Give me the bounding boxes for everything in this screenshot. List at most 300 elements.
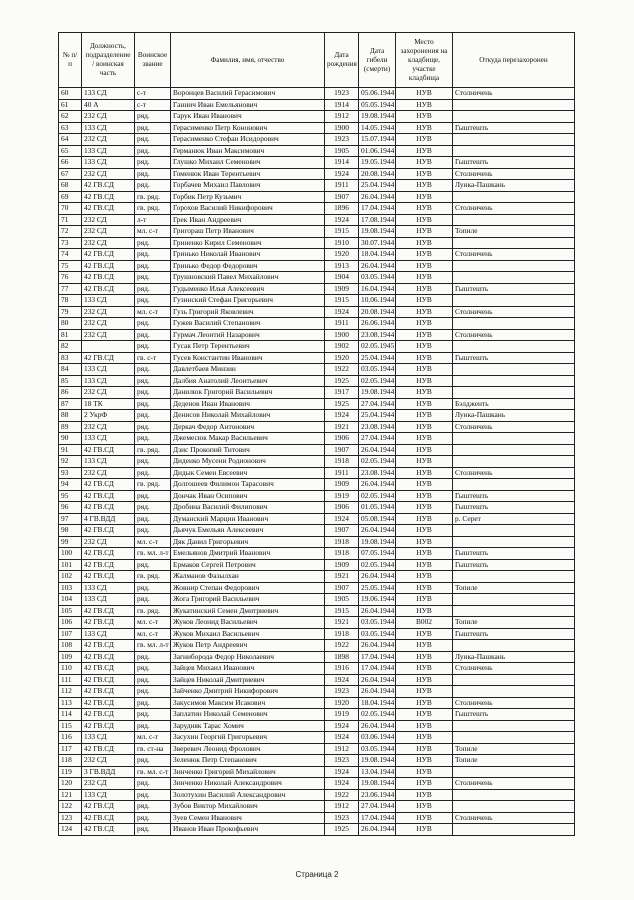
cell-rank: гв. мл. л-т [135,640,171,652]
table-row [59,766,575,778]
cell-unit: 42 ГВ.СД [82,651,135,663]
cell-birth-year: 1909 [325,283,359,295]
cell-reburied-from: Гыштешть [453,559,575,571]
cell-birth-year: 1922 [325,789,359,801]
cell-reburied-from: Столничень [453,203,575,215]
cell-reburied-from [453,640,575,652]
cell-number: 119 [59,766,82,778]
table-row [59,571,575,583]
cell-birth-year: 1923 [325,88,359,100]
cell-number: 101 [59,559,82,571]
cell-reburied-from: Столничень [453,467,575,479]
header-birth-date: Дата рождения [325,33,359,88]
cell-birth-year: 1913 [325,260,359,272]
cell-full-name: Герасименко Петр Кононович [171,122,325,134]
cell-number: 63 [59,122,82,134]
cell-death-date: 17.04.1944 [359,203,396,215]
cell-full-name: Зеленюк Петр Степанович [171,755,325,767]
cell-birth-year: 1905 [325,145,359,157]
cell-burial-place: НУВ [396,410,453,422]
table-row [59,628,575,640]
cell-birth-year: 1920 [325,249,359,261]
cell-burial-place: НУВ [396,789,453,801]
cell-birth-year: 1924 [325,674,359,686]
cell-number: 89 [59,421,82,433]
cell-full-name: Герасименко Стефан Исидорович [171,134,325,146]
cell-reburied-from: Топиле [453,582,575,594]
table-row [59,306,575,318]
cell-death-date: 26.04.1944 [359,674,396,686]
cell-rank: ряд. [135,697,171,709]
cell-death-date: 26.06.1944 [359,318,396,330]
table-row [59,387,575,399]
cell-death-date: 26.04.1944 [359,686,396,698]
cell-death-date: 19.05.1944 [359,157,396,169]
cell-reburied-from: Бэлдженть [453,398,575,410]
cell-rank: ряд. [135,145,171,157]
cell-birth-year: 1917 [325,387,359,399]
cell-death-date: 27.04.1944 [359,433,396,445]
table-row [59,801,575,813]
cell-reburied-from: р. Серет [453,513,575,525]
cell-rank: ряд. [135,410,171,422]
table-row [59,398,575,410]
cell-full-name: Гарук Иван Иванович [171,111,325,123]
cell-number: 116 [59,732,82,744]
cell-burial-place: НУВ [396,433,453,445]
cell-rank: ряд. [135,157,171,169]
cell-reburied-from [453,674,575,686]
cell-burial-place: НУВ [396,329,453,341]
cell-full-name: Заплатин Николай Семенович [171,709,325,721]
cell-death-date: 19.08.1944 [359,755,396,767]
cell-number: 86 [59,387,82,399]
cell-number: 62 [59,111,82,123]
cell-rank: ряд. [135,237,171,249]
table-row [59,789,575,801]
cell-rank: ряд. [135,134,171,146]
cell-birth-year: 1922 [325,364,359,376]
cell-number: 113 [59,697,82,709]
cell-burial-place: НУВ [396,398,453,410]
cell-reburied-from: Столничень [453,812,575,824]
cell-death-date: 25.05.1944 [359,582,396,594]
cell-death-date: 02.05.1945 [359,341,396,353]
cell-death-date: 26.04.1944 [359,720,396,732]
cell-reburied-from: Столничень [453,421,575,433]
cell-birth-year: 1900 [325,122,359,134]
cell-rank: л-т [135,214,171,226]
cell-number: 107 [59,628,82,640]
cell-burial-place: НУВ [396,663,453,675]
cell-full-name: Закусимов Максим Исакович [171,697,325,709]
cell-full-name: Деденов Иван Иванович [171,398,325,410]
cell-birth-year: 1924 [325,778,359,790]
cell-burial-place: НУВ [396,513,453,525]
cell-unit: 42 ГВ.СД [82,479,135,491]
cell-reburied-from: Столничень [453,778,575,790]
cell-full-name: Емельянов Дмитрий Иванович [171,548,325,560]
table-row [59,260,575,272]
cell-unit: 42 ГВ.СД [82,203,135,215]
cell-number: 73 [59,237,82,249]
table-row [59,364,575,376]
cell-rank: ряд. [135,513,171,525]
cell-rank: гв. ряд. [135,479,171,491]
cell-number: 92 [59,456,82,468]
cell-death-date: 19.08.1944 [359,778,396,790]
cell-unit: 3 ГВ.ВДД [82,766,135,778]
cell-unit: 42 ГВ.СД [82,605,135,617]
cell-rank: мл. с-т [135,536,171,548]
cell-number: 102 [59,571,82,583]
cell-birth-year: 1904 [325,272,359,284]
cell-death-date: 02.05.1944 [359,456,396,468]
cell-full-name: Гринько Николай Иванович [171,249,325,261]
cell-number: 79 [59,306,82,318]
cell-burial-place: НУВ [396,743,453,755]
cell-birth-year: 1924 [325,720,359,732]
table-row [59,318,575,330]
cell-number: 85 [59,375,82,387]
cell-reburied-from [453,295,575,307]
cell-full-name: Жуков Петр Андреевич [171,640,325,652]
cell-unit: 42 ГВ.СД [82,249,135,261]
cell-unit: 42 ГВ.СД [82,502,135,514]
cell-unit: 42 ГВ.СД [82,686,135,698]
cell-reburied-from [453,444,575,456]
cell-unit: 133 СД [82,364,135,376]
cell-full-name: Жуков Леонид Васильевич [171,617,325,629]
cell-reburied-from: Топиле [453,617,575,629]
cell-number: 83 [59,352,82,364]
cell-rank: гв. ряд. [135,203,171,215]
cell-unit: 232 СД [82,778,135,790]
header-number: № п/п [59,33,82,88]
cell-number: 123 [59,812,82,824]
cell-birth-year: 1918 [325,536,359,548]
cell-full-name: Давлетбаев Минзин [171,364,325,376]
cell-unit: 133 СД [82,157,135,169]
cell-rank: ряд. [135,249,171,261]
cell-birth-year: 1910 [325,237,359,249]
cell-reburied-from [453,686,575,698]
cell-burial-place: НУВ [396,732,453,744]
cell-burial-place: НУВ [396,134,453,146]
table-row [59,640,575,652]
cell-death-date: 18.04.1944 [359,249,396,261]
cell-rank: ряд. [135,490,171,502]
cell-burial-place: НУВ [396,525,453,537]
cell-full-name: Глушко Михаил Семенович [171,157,325,169]
cell-birth-year: 1922 [325,640,359,652]
cell-death-date: 05.05.1944 [359,99,396,111]
cell-unit: 42 ГВ.СД [82,260,135,272]
cell-unit: 42 ГВ.СД [82,720,135,732]
cell-full-name: Горохов Василий Никифорович [171,203,325,215]
cell-burial-place: НУВ [396,766,453,778]
table-row [59,421,575,433]
cell-number: 100 [59,548,82,560]
cell-burial-place: НУВ [396,605,453,617]
table-row [59,479,575,491]
cell-death-date: 17.08.1944 [359,214,396,226]
cell-rank: ряд. [135,582,171,594]
cell-unit: 232 СД [82,387,135,399]
cell-unit: 2 УкрФ [82,410,135,422]
cell-death-date: 26.04.1944 [359,479,396,491]
cell-birth-year: 1919 [325,709,359,721]
cell-reburied-from [453,341,575,353]
cell-burial-place: НУВ [396,214,453,226]
cell-rank: ряд. [135,812,171,824]
table-row [59,122,575,134]
cell-death-date: 18.04.1944 [359,697,396,709]
cell-rank: ряд. [135,467,171,479]
cell-unit: 40 А [82,99,135,111]
cell-reburied-from: Лунка-Пашкань [453,651,575,663]
cell-reburied-from [453,720,575,732]
cell-number: 60 [59,88,82,100]
cell-unit: 232 СД [82,306,135,318]
cell-rank: ряд. [135,709,171,721]
cell-full-name: Загниборода Федор Николаевич [171,651,325,663]
cell-full-name: Дьячук Емельян Алексеевич [171,525,325,537]
cell-full-name: Воронцев Василий Герасимович [171,88,325,100]
cell-birth-year: 1924 [325,214,359,226]
cell-rank: ряд. [135,720,171,732]
cell-burial-place: НУВ [396,295,453,307]
cell-unit: 133 СД [82,456,135,468]
cell-rank: мл. с-т [135,617,171,629]
cell-birth-year: 1923 [325,755,359,767]
cell-burial-place: НУВ [396,640,453,652]
cell-number: 115 [59,720,82,732]
cell-burial-place: НУВ [396,686,453,698]
table-row [59,226,575,238]
cell-death-date: 17.04.1944 [359,663,396,675]
cell-death-date: 17.04.1944 [359,651,396,663]
cell-rank: ряд. [135,778,171,790]
table-row [59,663,575,675]
cell-birth-year: 1921 [325,617,359,629]
table-row [59,214,575,226]
cell-death-date: 20.08.1944 [359,306,396,318]
burial-register-table [58,32,575,836]
cell-burial-place: НУВ [396,145,453,157]
cell-rank: ряд. [135,180,171,192]
cell-reburied-from [453,318,575,330]
table-row [59,295,575,307]
cell-unit: 42 ГВ.СД [82,180,135,192]
cell-birth-year: 1918 [325,456,359,468]
cell-burial-place: НУВ [396,111,453,123]
cell-full-name: Дидык Семен Евсеевич [171,467,325,479]
table-row [59,674,575,686]
cell-reburied-from [453,801,575,813]
table-row [59,812,575,824]
cell-number: 64 [59,134,82,146]
cell-number: 98 [59,525,82,537]
cell-unit [82,341,135,353]
cell-full-name: Засухин Георгий Григорьевич [171,732,325,744]
cell-death-date: 19.08.1944 [359,387,396,399]
cell-birth-year: 1905 [325,594,359,606]
cell-number: 94 [59,479,82,491]
cell-death-date: 03.05.1944 [359,617,396,629]
cell-unit: 133 СД [82,789,135,801]
cell-full-name: Григораш Петр Иванович [171,226,325,238]
cell-unit: 42 ГВ.СД [82,674,135,686]
cell-reburied-from [453,111,575,123]
cell-full-name: Германюк Иван Максимович [171,145,325,157]
cell-death-date: 19.06.1944 [359,594,396,606]
cell-number: 99 [59,536,82,548]
cell-death-date: 25.04.1944 [359,352,396,364]
cell-rank: гв. с-т [135,352,171,364]
cell-birth-year: 1916 [325,663,359,675]
cell-death-date: 23.08.1944 [359,421,396,433]
cell-burial-place: НУВ [396,99,453,111]
cell-unit: 133 СД [82,433,135,445]
header-full-name: Фамилия, имя, отчество [171,33,325,88]
cell-unit: 133 СД [82,88,135,100]
cell-burial-place: НУВ [396,582,453,594]
cell-unit: 42 ГВ.СД [82,272,135,284]
cell-unit: 42 ГВ.СД [82,559,135,571]
cell-unit: 232 СД [82,467,135,479]
cell-full-name: Гурмач Леонтий Назарович [171,329,325,341]
table-row [59,341,575,353]
cell-death-date: 19.08.1944 [359,111,396,123]
cell-unit: 42 ГВ.СД [82,697,135,709]
cell-reburied-from: Гыштешть [453,122,575,134]
cell-rank: ряд. [135,318,171,330]
cell-burial-place: НУВ [396,444,453,456]
cell-unit: 42 ГВ.СД [82,709,135,721]
cell-death-date: 16.04.1944 [359,283,396,295]
cell-unit: 232 СД [82,318,135,330]
cell-full-name: Джемесюк Макар Васильевич [171,433,325,445]
cell-birth-year: 1907 [325,444,359,456]
cell-full-name: Далбия Анатолий Леонтьевич [171,375,325,387]
cell-rank: гв. ст-на [135,743,171,755]
cell-rank: ряд. [135,559,171,571]
cell-number: 106 [59,617,82,629]
cell-death-date: 07.05.1944 [359,548,396,560]
table-row [59,732,575,744]
cell-birth-year: 1925 [325,824,359,836]
cell-burial-place: НУВ [396,272,453,284]
cell-rank: гв. ряд. [135,605,171,617]
cell-burial-place: НУВ [396,709,453,721]
cell-number: 69 [59,191,82,203]
cell-burial-place: НУВ [396,364,453,376]
cell-burial-place: НУВ [396,778,453,790]
cell-burial-place: НУВ [396,571,453,583]
cell-death-date: 02.05.1944 [359,375,396,387]
table-row [59,99,575,111]
cell-burial-place: НУВ [396,755,453,767]
cell-reburied-from: Топиле [453,743,575,755]
cell-reburied-from: Столничень [453,168,575,180]
table-row [59,456,575,468]
cell-full-name: Долгошеев Филимон Тарасович [171,479,325,491]
cell-death-date: 26.04.1944 [359,605,396,617]
cell-death-date: 26.04.1944 [359,191,396,203]
table-row [59,111,575,123]
cell-burial-place: В002 [396,617,453,629]
cell-number: 66 [59,157,82,169]
cell-reburied-from [453,536,575,548]
table-row [59,467,575,479]
cell-reburied-from [453,766,575,778]
cell-reburied-from: Гыштешть [453,502,575,514]
cell-death-date: 13.04.1944 [359,766,396,778]
cell-burial-place: НУВ [396,421,453,433]
cell-burial-place: НУВ [396,375,453,387]
cell-unit: 42 ГВ.СД [82,812,135,824]
cell-burial-place: НУВ [396,559,453,571]
cell-reburied-from [453,789,575,801]
cell-unit: 133 СД [82,375,135,387]
cell-number: 70 [59,203,82,215]
cell-birth-year: 1925 [325,398,359,410]
cell-burial-place: НУВ [396,628,453,640]
cell-death-date: 05.08.1944 [359,513,396,525]
cell-death-date: 03.06.1944 [359,732,396,744]
cell-reburied-from: Столничень [453,663,575,675]
table-row [59,605,575,617]
cell-death-date: 02.05.1944 [359,709,396,721]
cell-death-date: 05.06.1944 [359,88,396,100]
cell-full-name: Думанский Марцин Иванович [171,513,325,525]
table-row [59,168,575,180]
cell-rank: мл. с-т [135,628,171,640]
cell-full-name: Гоменюк Иван Терентьевич [171,168,325,180]
cell-number: 67 [59,168,82,180]
cell-full-name: Зайцев Михаил Иванович [171,663,325,675]
cell-full-name: Дяк Данил Григорьевич [171,536,325,548]
cell-birth-year: 1923 [325,812,359,824]
cell-number: 91 [59,444,82,456]
cell-death-date: 03.05.1944 [359,364,396,376]
cell-birth-year: 1923 [325,686,359,698]
cell-number: 110 [59,663,82,675]
cell-birth-year: 1900 [325,329,359,341]
cell-number: 77 [59,283,82,295]
table-row [59,824,575,836]
cell-unit: 42 ГВ.СД [82,191,135,203]
cell-number: 88 [59,410,82,422]
cell-number: 82 [59,341,82,353]
table-row [59,778,575,790]
table-row [59,617,575,629]
cell-birth-year: 1921 [325,571,359,583]
cell-unit: 232 СД [82,214,135,226]
cell-rank: с-т [135,99,171,111]
cell-rank: ряд. [135,674,171,686]
cell-full-name: Зинченко Григорий Михайлович [171,766,325,778]
cell-unit: 232 СД [82,226,135,238]
cell-burial-place: НУВ [396,260,453,272]
table-row [59,743,575,755]
cell-birth-year: 1923 [325,134,359,146]
cell-reburied-from [453,272,575,284]
cell-rank: ряд. [135,341,171,353]
table-row [59,329,575,341]
cell-burial-place: НУВ [396,157,453,169]
